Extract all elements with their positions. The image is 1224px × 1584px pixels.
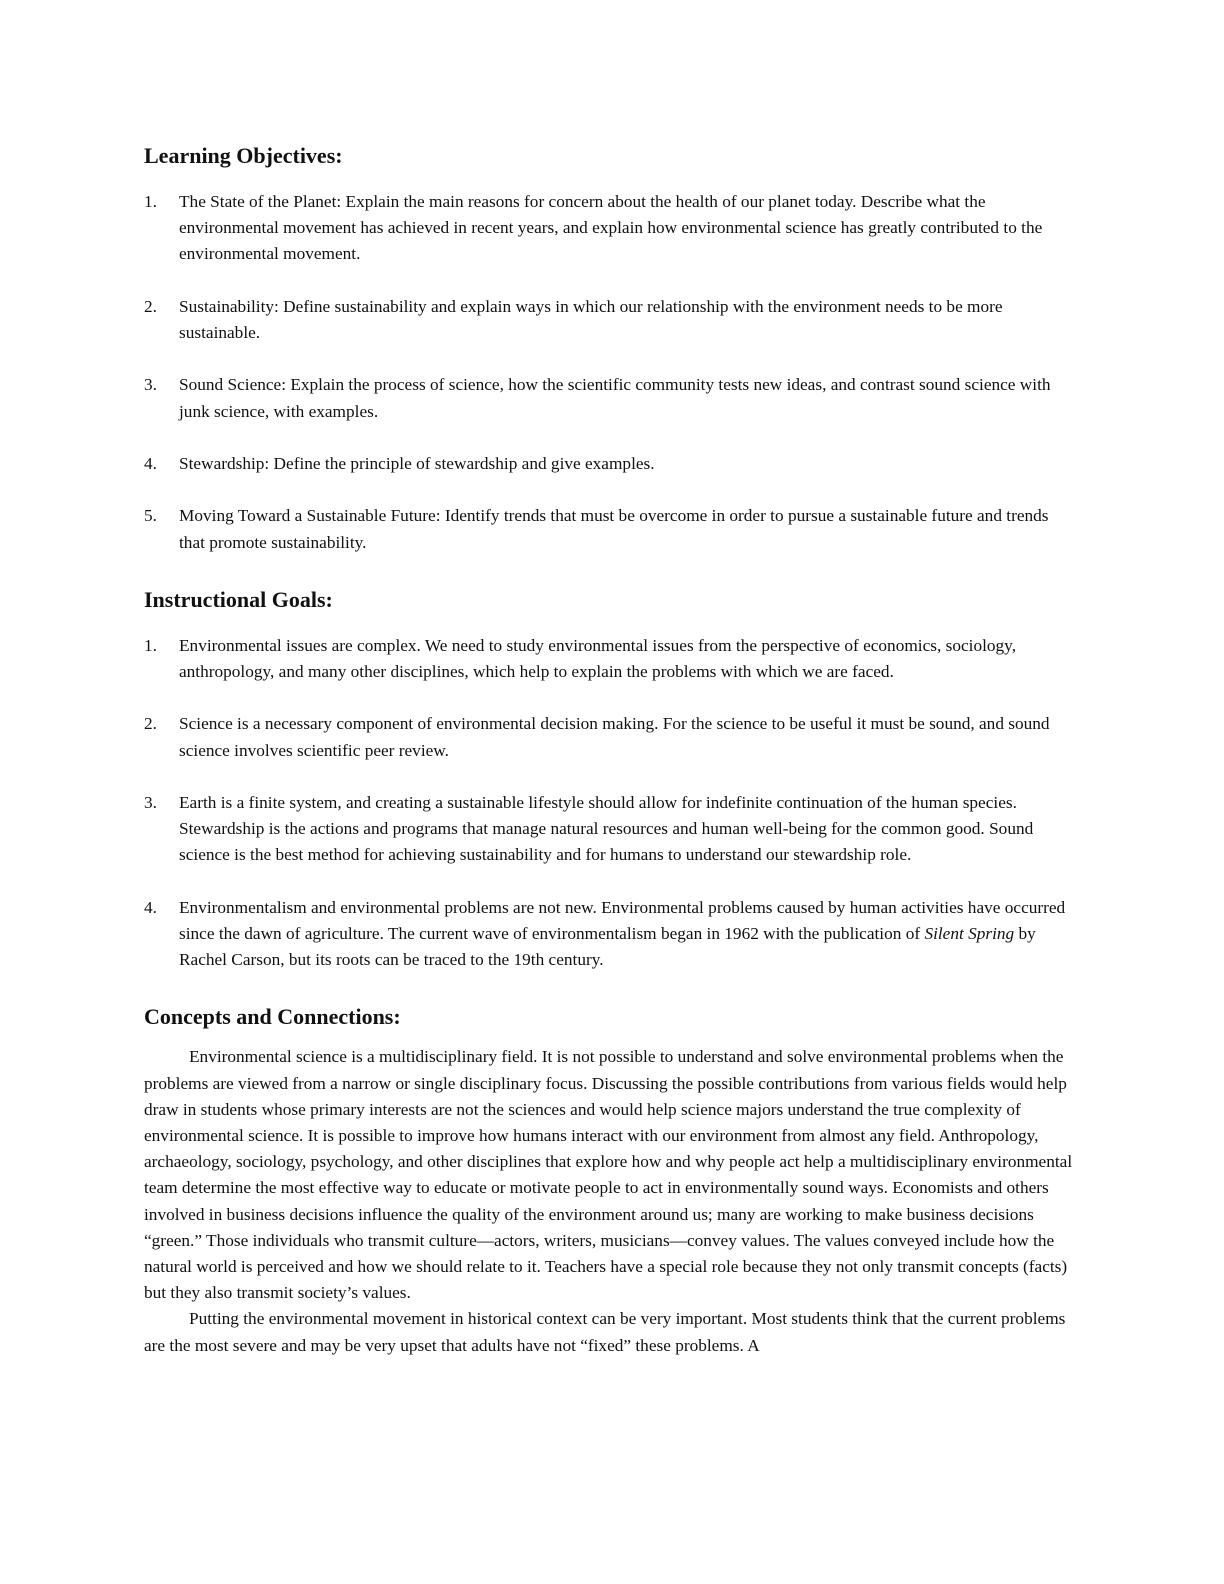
- list-item-text-after: by Rachel Carson, but its roots can be traced to the 19th century.: [179, 923, 1036, 970]
- list-number: 3.: [144, 792, 157, 812]
- book-title: Silent Spring: [924, 923, 1015, 943]
- list-number: 2.: [144, 296, 157, 316]
- document-page: [144, 141, 1074, 1359]
- list-number: 1.: [144, 635, 157, 655]
- list-item-text: Environmental issues are complex. We need to study environmental issues from the perspective of economics, sociology, anthropology, and many other disciplines, which help to explain the problems with which we are faced.: [179, 635, 1017, 681]
- list-item: [144, 895, 1074, 974]
- list-item: [144, 503, 1074, 555]
- list-item-text: The State of the Planet: Explain the main reasons for concern about the health of our planet today. Describe what the environmental movement has achieved in recent years, and explain how environmental science has greatly contributed to the environmental movement.: [179, 192, 1043, 264]
- instructional-goals-heading: Instructional Goals:: [144, 586, 333, 612]
- list-item-text-before: Environmentalism and environmental problems are not new. Environmental problems caused by human activities have occurred since the dawn of agriculture. The current wave of environmentalism began in 1962 with the publication of: [179, 897, 1066, 943]
- body-paragraph: Putting the environmental movement in historical context can be very important. Most students think that the current problems are the most severe and may be very upset that adults have not “fixed” these problems. A: [144, 1309, 1066, 1355]
- list-item-text: Sustainability: Define sustainability and explain ways in which our relationship with the environment needs to be more sustainable.: [179, 296, 1003, 342]
- list-item: [144, 633, 1074, 685]
- list-number: 4.: [144, 453, 157, 473]
- list-item: [144, 790, 1074, 869]
- list-item-text: Sound Science: Explain the process of science, how the scientific community tests new ideas, and contrast sound science with junk science, with examples.: [179, 375, 1051, 421]
- list-item: [144, 294, 1074, 346]
- list-item-text: Moving Toward a Sustainable Future: Identify trends that must be overcome in order to pursue a sustainable future and trends that promote sustainability.: [179, 506, 1049, 552]
- learning-objectives-section: [144, 141, 1074, 556]
- instructional-goals-section: [144, 585, 1074, 974]
- concepts-heading: Concepts and Connections:: [144, 1004, 401, 1030]
- list-item-text: Earth is a finite system, and creating a sustainable lifestyle should allow for indefinite continuation of the human species. Stewardship is the actions and programs that manage natural resources and human well-being for the common good. Sound science is the best method for achieving sustainability and for humans to understand our stewardship role.: [179, 792, 1034, 865]
- learning-objectives-list: [144, 189, 1074, 556]
- list-item: [144, 451, 1074, 477]
- list-number: 3.: [144, 375, 157, 395]
- list-item: [144, 711, 1074, 763]
- instructional-goals-list: [144, 633, 1074, 974]
- list-number: 2.: [144, 714, 157, 734]
- list-item: [144, 189, 1074, 268]
- list-number: 1.: [144, 192, 157, 211]
- learning-objectives-heading: Learning Objectives:: [144, 143, 343, 168]
- concepts-section: [144, 1002, 1074, 1358]
- list-item-text: Science is a necessary component of environmental decision making. For the science to be useful it must be sound, and sound science involves scientific peer review.: [179, 714, 1050, 760]
- body-paragraph: Environmental science is a multidisciplinary field. It is not possible to understand and solve environmental problems when the problems are viewed from a narrow or single disciplinary focus. Discussing the possible contributions from various fields would help draw in students whose primary interests are not the sciences and would help science majors understand the true complexity of environmental science. It is possible to improve how humans interact with our environment from almost any field. Anthropology, archaeology, sociology, psychology, and other disciplines that explore how and why people act help a multidisciplinary environmental team determine the most effective way to educate or motivate people to act in environmentally sound ways. Economists and others involved in business decisions influence the quality of the environment around us; many are working to make business decisions “green.” Those individuals who transmit culture—actors, writers, musicians—convey values. The values conveyed include how the natural world is perceived and how we should relate to it. Teachers have a special role because they not only transmit concepts (facts) but they also transmit society’s values.: [144, 1047, 1073, 1303]
- list-item-text: Stewardship: Define the principle of stewardship and give examples.: [179, 453, 655, 473]
- list-item: [144, 372, 1074, 424]
- list-number: 5.: [144, 506, 157, 526]
- list-number: 4.: [144, 897, 157, 917]
